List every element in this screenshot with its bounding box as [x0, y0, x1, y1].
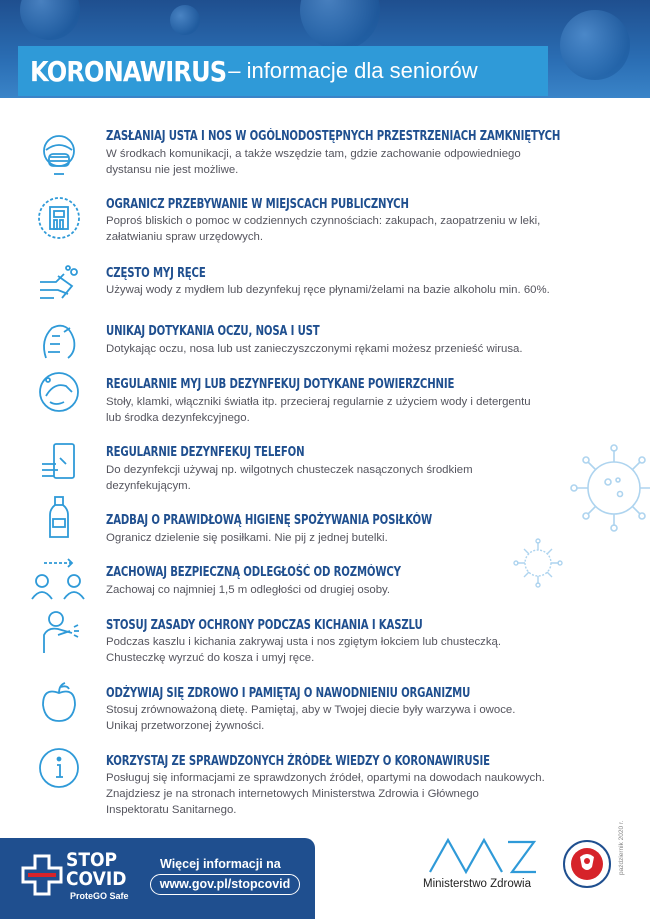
virus-decoration	[170, 5, 200, 35]
building-icon	[36, 195, 82, 241]
sanepid-logo-icon	[562, 839, 612, 889]
virus-decoration	[560, 10, 630, 80]
page-title: KORONAWIRUS	[30, 54, 227, 88]
date-note: październik 2020 r.	[618, 820, 625, 875]
page-subtitle: – informacje dla seniorów	[228, 58, 478, 83]
info-icon	[36, 745, 82, 791]
virus-decoration	[300, 0, 380, 50]
virus-outline-icon	[510, 535, 566, 591]
bottle-icon	[36, 495, 82, 541]
ministry-label: Ministerstwo Zdrowia	[423, 878, 531, 890]
virus-outline-icon	[562, 436, 650, 536]
virus-decoration	[20, 0, 80, 40]
more-info-label: Więcej informacji na	[160, 857, 281, 871]
surface-clean-icon	[36, 368, 82, 414]
face-touch-icon	[36, 318, 82, 364]
apple-icon	[36, 679, 82, 725]
phone-clean-icon	[36, 440, 82, 486]
stopcovid-logo-text: STOP COVID	[66, 849, 127, 890]
face-mask-icon	[36, 130, 82, 176]
stopcovid-link[interactable]: www.gov.pl/stopcovid	[150, 874, 300, 895]
ministry-logo-icon	[428, 836, 538, 876]
protego-label: ProteGO Safe	[70, 891, 129, 901]
sneeze-icon	[36, 609, 82, 655]
stopcovid-cross-icon	[20, 853, 64, 897]
title-bar	[18, 46, 548, 96]
distance-icon	[30, 557, 86, 603]
hand-wash-icon	[36, 262, 82, 308]
